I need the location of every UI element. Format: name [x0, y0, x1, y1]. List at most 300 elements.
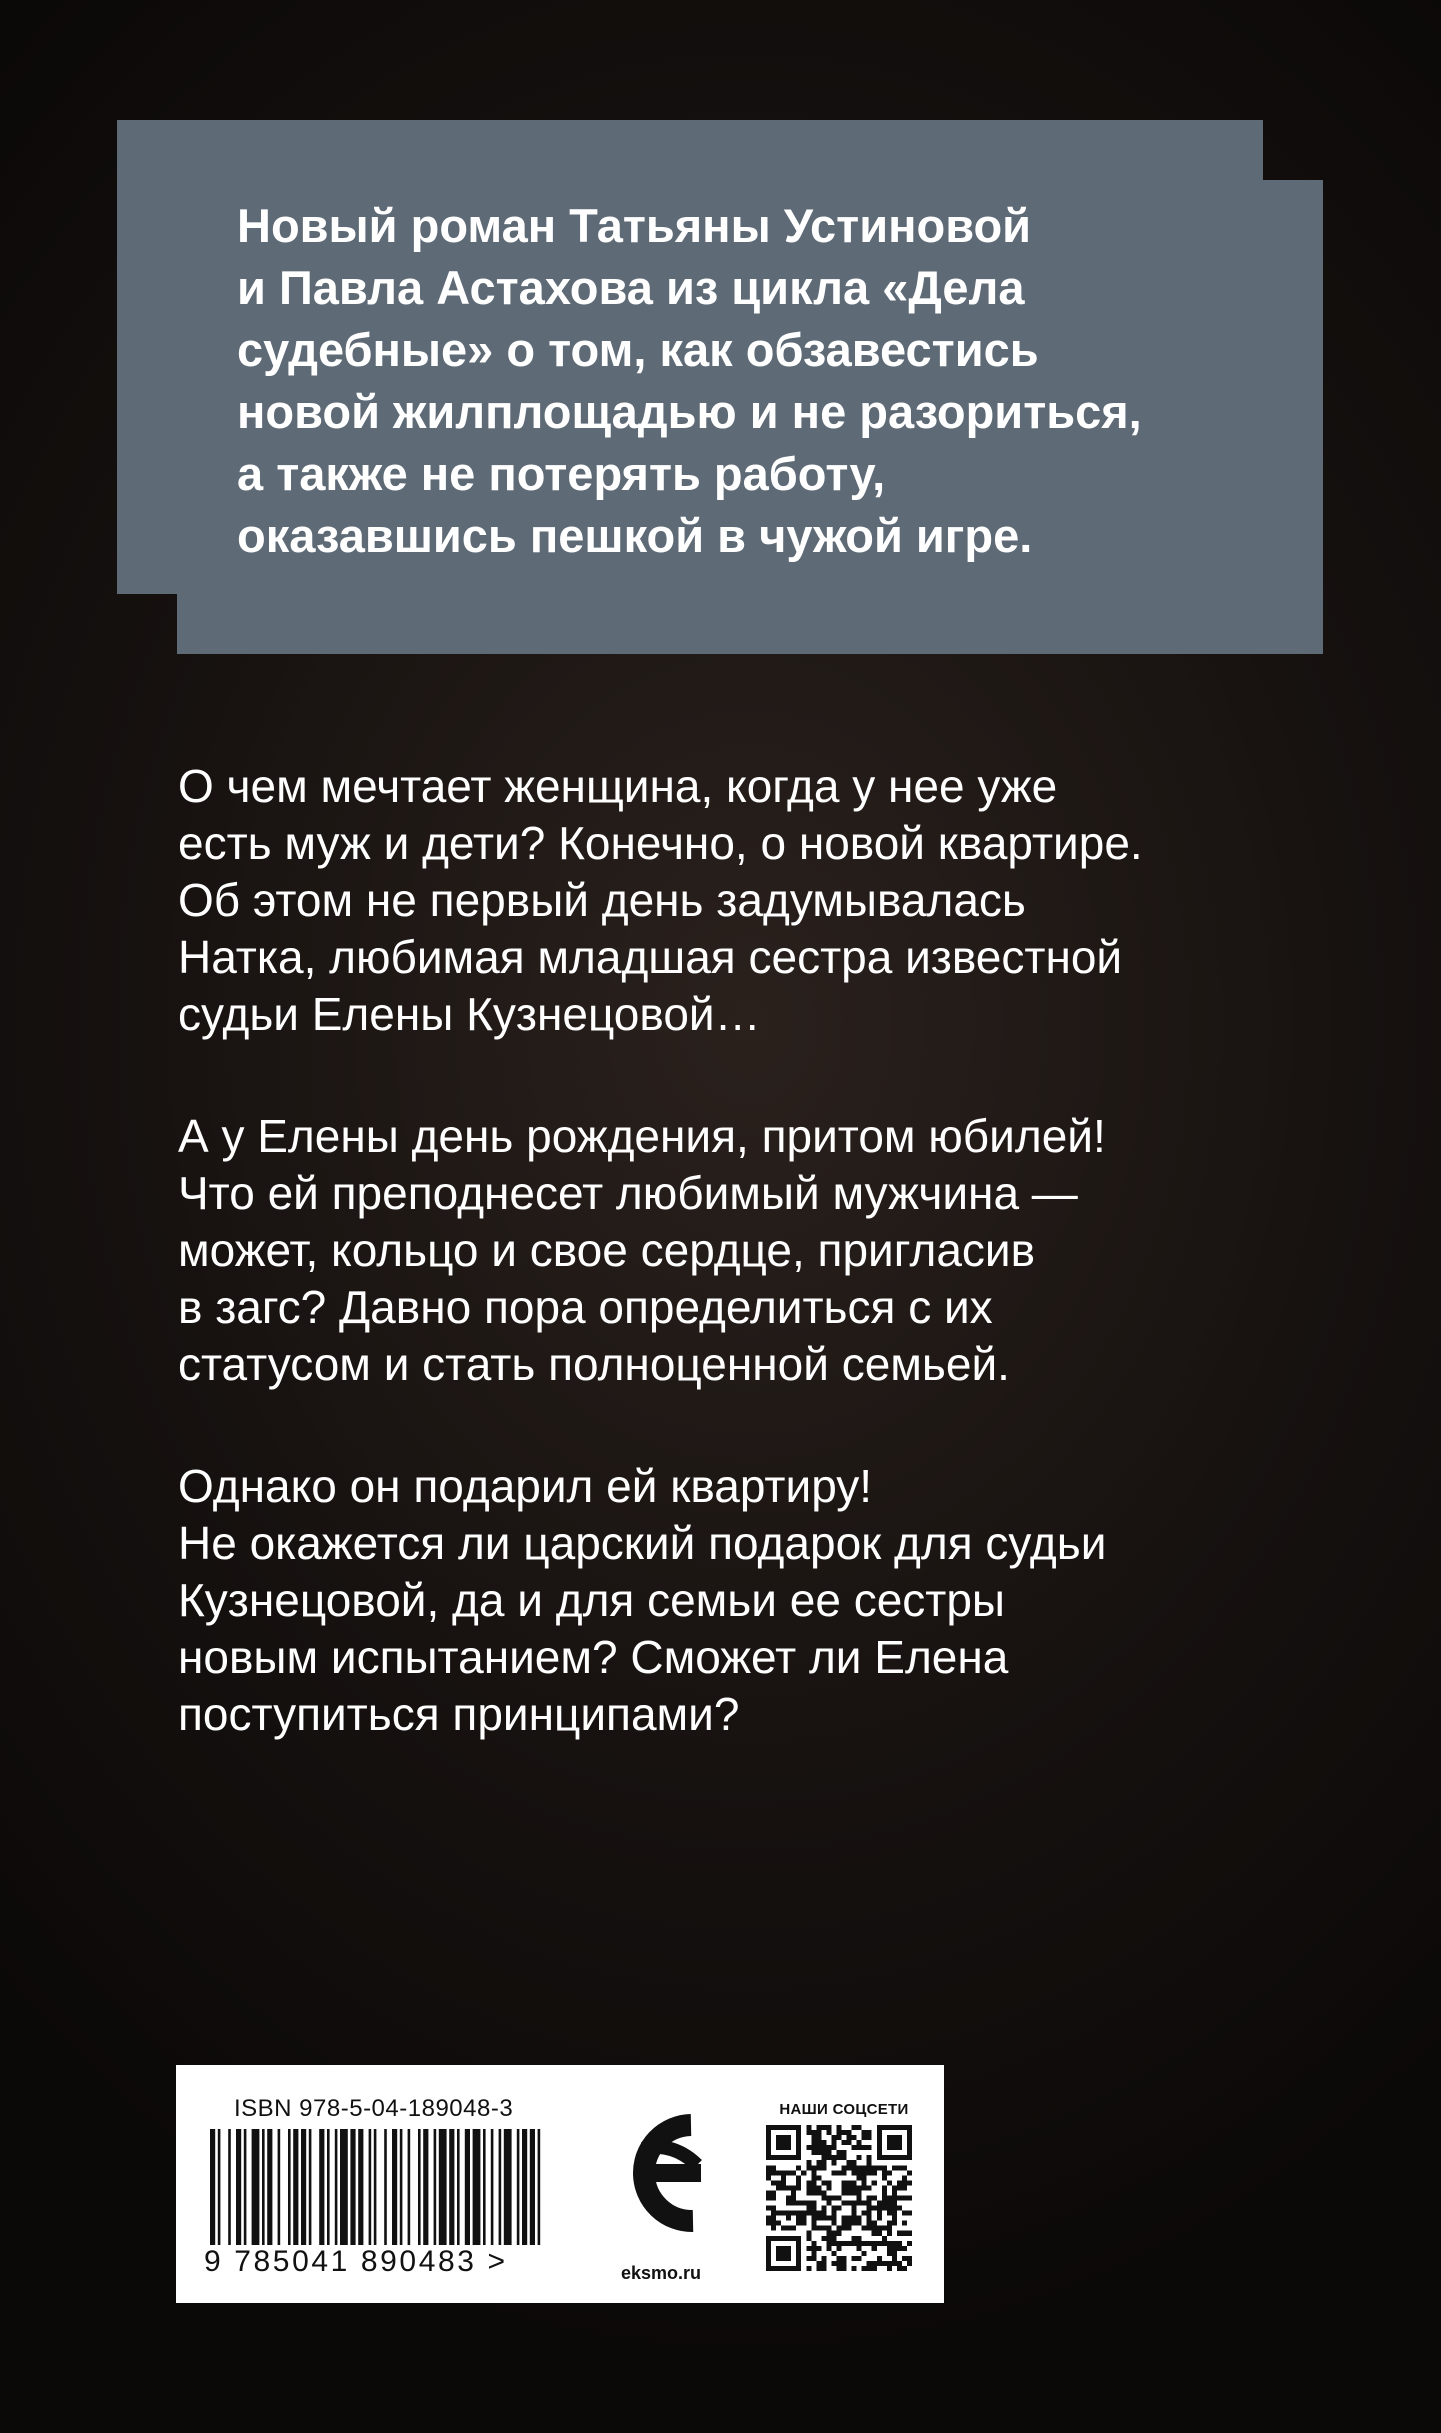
qr-module — [867, 2130, 872, 2135]
qr-module — [801, 2211, 806, 2216]
qr-module — [857, 2246, 862, 2251]
qr-module — [852, 2201, 857, 2206]
qr-module — [877, 2231, 882, 2236]
qr-module — [821, 2266, 826, 2271]
qr-module — [902, 2246, 907, 2251]
barcode-bar — [483, 2129, 486, 2245]
qr-module — [872, 2170, 877, 2175]
qr-module — [897, 2185, 902, 2190]
qr-module — [836, 2261, 841, 2266]
qr-module — [766, 2165, 771, 2170]
qr-module — [872, 2231, 877, 2236]
qr-module — [877, 2241, 882, 2246]
qr-module — [791, 2170, 796, 2175]
qr-module — [821, 2155, 826, 2160]
qr-module — [816, 2211, 821, 2216]
qr-module — [826, 2241, 831, 2246]
qr-module — [892, 2211, 897, 2216]
paragraph-line: О чем мечтает женщина, когда у нее уже — [178, 760, 1058, 812]
qr-module — [771, 2221, 776, 2226]
barcode-bar — [210, 2129, 215, 2245]
qr-module — [831, 2195, 836, 2200]
qr-module — [892, 2241, 897, 2246]
qr-module — [766, 2206, 771, 2211]
qr-module — [816, 2226, 821, 2231]
annotation-text — [237, 195, 1247, 567]
qr-module — [801, 2170, 806, 2175]
barcode-bar — [434, 2129, 437, 2245]
qr-module — [811, 2150, 816, 2155]
qr-module — [811, 2251, 816, 2256]
qr-module — [852, 2221, 857, 2226]
qr-module — [867, 2211, 872, 2216]
qr-module — [771, 2195, 776, 2200]
qr-module — [882, 2170, 887, 2175]
barcode-bar — [538, 2129, 541, 2245]
qr-module — [821, 2236, 826, 2241]
barcode-bar — [309, 2129, 312, 2245]
qr-module — [811, 2241, 816, 2246]
qr-module — [907, 2231, 912, 2236]
qr-module — [872, 2195, 877, 2200]
qr-module — [816, 2190, 821, 2195]
isbn-label: ISBN 978-5-04-189048-3 — [234, 2095, 514, 2122]
qr-module — [826, 2236, 831, 2241]
qr-module — [796, 2180, 801, 2185]
qr-module — [796, 2201, 801, 2206]
qr-module — [847, 2216, 852, 2221]
qr-module — [766, 2216, 771, 2221]
barcode-bar — [400, 2129, 403, 2245]
qr-module — [862, 2165, 867, 2170]
qr-module — [857, 2256, 862, 2261]
qr-module — [857, 2155, 862, 2160]
qr-module — [816, 2216, 821, 2221]
qr-module — [872, 2221, 877, 2226]
qr-module — [887, 2135, 902, 2150]
qr-module — [842, 2140, 847, 2145]
qr-module — [821, 2226, 826, 2231]
qr-module — [842, 2170, 847, 2175]
qr-module — [831, 2251, 836, 2256]
description-paragraph-2 — [178, 1108, 1338, 1393]
qr-module — [831, 2221, 836, 2226]
qr-module — [892, 2216, 897, 2221]
qr-module — [857, 2175, 862, 2180]
barcode-bar — [278, 2129, 281, 2245]
qr-module — [902, 2231, 907, 2236]
qr-module — [852, 2125, 857, 2130]
qr-module — [887, 2206, 892, 2211]
qr-module — [816, 2266, 821, 2271]
qr-module — [836, 2246, 841, 2251]
qr-module — [831, 2206, 836, 2211]
qr-module — [867, 2216, 872, 2221]
qr-module — [776, 2221, 781, 2226]
qr-module — [821, 2165, 826, 2170]
qr-module — [811, 2256, 816, 2261]
qr-module — [862, 2135, 867, 2140]
barcode-bar — [350, 2129, 355, 2245]
qr-module — [882, 2261, 887, 2266]
qr-module — [877, 2165, 882, 2170]
qr-module — [811, 2221, 816, 2226]
qr-module — [847, 2160, 852, 2165]
qr-module — [842, 2201, 847, 2206]
annotation-line: и Павла Астахова из цикла «Дела — [237, 261, 1025, 314]
paragraph-line: Натка, любимая младшая сестра известной — [178, 931, 1123, 983]
qr-module — [836, 2241, 841, 2246]
qr-module — [862, 2241, 867, 2246]
qr-module — [776, 2170, 781, 2175]
barcode-bar — [418, 2129, 421, 2245]
qr-module — [836, 2206, 841, 2211]
qr-module — [887, 2226, 892, 2231]
qr-module — [847, 2180, 852, 2185]
qr-module — [826, 2145, 831, 2150]
qr-module — [862, 2201, 867, 2206]
qr-module — [872, 2266, 877, 2271]
qr-module — [902, 2185, 907, 2190]
barcode-bar — [340, 2129, 348, 2245]
qr-module — [892, 2251, 897, 2256]
qr-module — [831, 2261, 836, 2266]
paragraph-line: есть муж и дети? Конечно, о новой квартире. — [178, 817, 1143, 869]
paragraph-line: Об этом не первый день задумывалась — [178, 874, 1026, 926]
qr-module — [842, 2261, 847, 2266]
qr-module — [771, 2190, 776, 2195]
qr-module — [796, 2165, 801, 2170]
qr-module — [852, 2256, 857, 2261]
barcode-bar — [499, 2129, 502, 2245]
barcode-bar — [369, 2129, 372, 2245]
barcode-bar — [228, 2129, 231, 2245]
barcode-bar — [517, 2129, 520, 2245]
qr-module — [826, 2180, 831, 2185]
qr-module — [892, 2185, 897, 2190]
qr-module — [836, 2150, 841, 2155]
qr-module — [816, 2261, 821, 2266]
barcode-bar — [392, 2129, 397, 2245]
qr-module — [836, 2231, 841, 2236]
qr-module — [887, 2195, 892, 2200]
qr-module — [852, 2170, 857, 2175]
qr-module — [897, 2231, 902, 2236]
qr-module — [786, 2170, 791, 2175]
qr-module — [907, 2180, 912, 2185]
barcode-bar — [335, 2129, 338, 2245]
annotation-line: а также не потерять работу, — [237, 447, 886, 500]
qr-module — [806, 2125, 811, 2130]
qr-module — [847, 2190, 852, 2195]
qr-module — [826, 2246, 831, 2251]
qr-module — [857, 2185, 862, 2190]
qr-module — [831, 2155, 836, 2160]
barcode-bar — [522, 2129, 527, 2245]
qr-module — [806, 2160, 811, 2165]
qr-module — [842, 2185, 847, 2190]
qr-module — [842, 2216, 847, 2221]
qr-module — [867, 2206, 872, 2211]
paragraph-line: поступиться принципами? — [178, 1688, 740, 1740]
qr-module — [897, 2241, 902, 2246]
qr-module — [791, 2190, 796, 2195]
qr-module — [892, 2221, 897, 2226]
qr-module — [776, 2211, 781, 2216]
qr-module — [796, 2211, 801, 2216]
qr-module — [877, 2256, 882, 2261]
qr-module — [907, 2170, 912, 2175]
qr-module — [831, 2170, 836, 2175]
qr-module — [867, 2160, 872, 2165]
qr-module — [857, 2165, 862, 2170]
qr-module — [842, 2150, 847, 2155]
qr-module — [882, 2185, 887, 2190]
qr-module — [852, 2241, 857, 2246]
qr-module — [897, 2246, 902, 2251]
barcode-bar — [449, 2129, 454, 2245]
qr-module — [826, 2201, 831, 2206]
qr-module — [811, 2226, 816, 2231]
qr-module — [806, 2165, 811, 2170]
qr-module — [862, 2211, 867, 2216]
qr-module — [806, 2180, 811, 2185]
qr-module — [781, 2180, 786, 2185]
qr-module — [847, 2130, 852, 2135]
qr-module — [857, 2241, 862, 2246]
qr-module — [766, 2195, 771, 2200]
qr-module — [857, 2190, 862, 2195]
qr-module — [791, 2211, 796, 2216]
qr-module — [826, 2155, 831, 2160]
qr-module — [887, 2180, 892, 2185]
qr-module — [872, 2206, 877, 2211]
qr-module — [766, 2221, 771, 2226]
qr-module — [862, 2170, 867, 2175]
qr-module — [786, 2211, 791, 2216]
qr-module — [877, 2226, 882, 2231]
qr-module — [821, 2140, 826, 2145]
qr-module — [811, 2175, 816, 2180]
barcode-bar — [319, 2129, 324, 2245]
qr-module — [902, 2195, 907, 2200]
qr-module — [826, 2185, 831, 2190]
qr-module — [852, 2165, 857, 2170]
annotation-line: новой жилплощадью и не разориться, — [237, 385, 1142, 438]
paragraph-line: в загс? Давно пора определиться с их — [178, 1281, 993, 1333]
qr-module — [887, 2261, 892, 2266]
qr-module — [887, 2211, 892, 2216]
barcode-bar — [327, 2129, 330, 2245]
qr-module — [867, 2241, 872, 2246]
qr-module — [867, 2226, 872, 2231]
qr-module — [826, 2150, 831, 2155]
qr-module — [887, 2221, 892, 2226]
qr-module — [816, 2160, 821, 2165]
qr-module — [872, 2180, 877, 2185]
qr-module — [907, 2261, 912, 2266]
paragraph-line: Кузнецовой, да и для семьи ее сестры — [178, 1574, 1005, 1626]
qr-module — [786, 2201, 791, 2206]
qr-module — [836, 2130, 841, 2135]
qr-module — [887, 2241, 892, 2246]
qr-module — [867, 2170, 872, 2175]
qr-module — [892, 2190, 897, 2195]
qr-module — [847, 2140, 852, 2145]
barcode-bar — [491, 2129, 494, 2245]
paragraph-line: А у Елены день рождения, притом юбилей! — [178, 1110, 1106, 1162]
qr-module — [882, 2241, 887, 2246]
qr-module — [821, 2180, 826, 2185]
qr-module — [892, 2256, 897, 2261]
qr-module — [826, 2216, 831, 2221]
qr-module — [902, 2256, 907, 2261]
qr-module — [776, 2246, 791, 2261]
qr-module — [892, 2165, 897, 2170]
paragraph-line: судьи Елены Кузнецовой… — [178, 988, 761, 1040]
qr-module — [806, 2256, 811, 2261]
barcode-bar — [301, 2129, 306, 2245]
qr-module — [867, 2145, 872, 2150]
qr-module — [836, 2266, 841, 2271]
qr-module — [811, 2211, 816, 2216]
qr-module — [836, 2155, 841, 2160]
qr-module — [816, 2150, 821, 2155]
qr-module — [907, 2241, 912, 2246]
qr-module — [897, 2165, 902, 2170]
qr-module — [862, 2266, 867, 2271]
qr-module — [867, 2165, 872, 2170]
qr-module — [902, 2266, 907, 2271]
qr-module — [862, 2180, 867, 2185]
barcode-bar — [423, 2129, 428, 2245]
qr-module — [826, 2195, 831, 2200]
qr-module — [771, 2180, 776, 2185]
qr-module — [892, 2201, 897, 2206]
barcode-bar — [293, 2129, 298, 2245]
qr-module — [887, 2231, 892, 2236]
qr-module — [857, 2236, 862, 2241]
qr-module — [781, 2170, 786, 2175]
qr-module — [902, 2211, 907, 2216]
barcode-bar — [384, 2129, 387, 2245]
barcode-bar — [473, 2129, 481, 2245]
qr-module — [852, 2135, 857, 2140]
qr-module — [882, 2165, 887, 2170]
qr-module — [852, 2211, 857, 2216]
qr-module — [821, 2150, 826, 2155]
qr-module — [882, 2236, 887, 2241]
qr-module — [887, 2170, 892, 2175]
qr-module — [882, 2175, 887, 2180]
qr-module — [806, 2190, 811, 2195]
qr-module — [816, 2130, 821, 2135]
qr-module — [776, 2180, 781, 2185]
qr-module — [877, 2261, 882, 2266]
qr-module — [816, 2175, 821, 2180]
qr-module — [811, 2145, 816, 2150]
qr-module — [786, 2195, 791, 2200]
qr-module — [862, 2226, 867, 2231]
barcode-bar — [408, 2129, 411, 2245]
description-paragraph-1 — [178, 758, 1338, 1043]
qr-module — [786, 2226, 791, 2231]
qr-module — [811, 2130, 816, 2135]
qr-module — [852, 2266, 857, 2271]
qr-module — [826, 2125, 831, 2130]
qr-module — [826, 2130, 831, 2135]
qr-module — [811, 2140, 816, 2145]
qr-module — [847, 2226, 852, 2231]
qr-module — [887, 2251, 892, 2256]
qr-module — [806, 2145, 811, 2150]
barcode-bar — [530, 2129, 535, 2245]
qr-module — [816, 2145, 821, 2150]
qr-module — [857, 2221, 862, 2226]
qr-module — [816, 2125, 821, 2130]
qr-module — [862, 2145, 867, 2150]
qr-module — [847, 2221, 852, 2226]
qr-module — [806, 2130, 811, 2135]
qr-module — [831, 2231, 836, 2236]
barcode-bar — [288, 2129, 291, 2245]
qr-module — [816, 2246, 821, 2251]
qr-module — [776, 2135, 791, 2150]
qr-module — [826, 2226, 831, 2231]
qr-module — [821, 2216, 826, 2221]
qr-module — [852, 2185, 857, 2190]
qr-module — [826, 2231, 831, 2236]
qr-module — [821, 2206, 826, 2211]
qr-module — [852, 2236, 857, 2241]
qr-module — [882, 2226, 887, 2231]
qr-module — [766, 2170, 771, 2175]
qr-module — [831, 2241, 836, 2246]
barcode-bar — [457, 2129, 460, 2245]
qr-module — [867, 2201, 872, 2206]
annotation-line: оказавшись пешкой в чужой игре. — [237, 509, 1033, 562]
qr-module — [806, 2201, 811, 2206]
paragraph-line: Не окажется ли царский подарок для судьи — [178, 1517, 1107, 1569]
qr-module — [892, 2261, 897, 2266]
qr-module — [847, 2135, 852, 2140]
annotation-line: Новый роман Татьяны Устиновой — [237, 199, 1032, 252]
qr-module — [872, 2165, 877, 2170]
qr-module — [892, 2246, 897, 2251]
qr-module — [872, 2246, 877, 2251]
qr-module — [796, 2221, 801, 2226]
qr-module — [796, 2216, 801, 2221]
qr-module — [867, 2135, 872, 2140]
barcode-bar — [244, 2129, 247, 2245]
qr-module — [872, 2261, 877, 2266]
qr-module — [781, 2175, 786, 2180]
qr-module — [862, 2175, 867, 2180]
qr-module — [801, 2221, 806, 2226]
qr-module — [836, 2195, 841, 2200]
qr-module — [857, 2125, 862, 2130]
qr-module — [872, 2241, 877, 2246]
qr-module — [842, 2226, 847, 2231]
qr-module — [882, 2201, 887, 2206]
qr-module — [811, 2165, 816, 2170]
qr-module — [806, 2266, 811, 2271]
qr-module — [806, 2211, 811, 2216]
barcode-bar — [218, 2129, 221, 2245]
qr-module — [857, 2201, 862, 2206]
qr-module — [882, 2206, 887, 2211]
qr-module — [852, 2206, 857, 2211]
